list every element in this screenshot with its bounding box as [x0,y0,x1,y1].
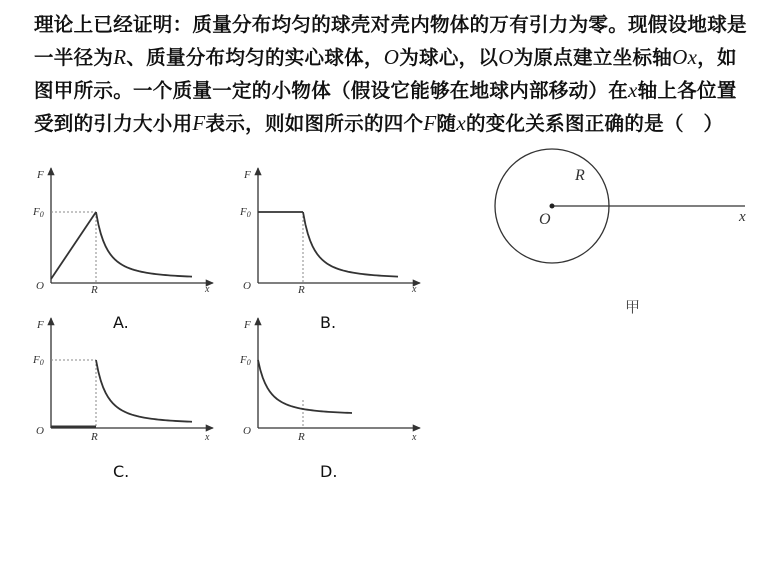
option-b-label[interactable]: B. [320,313,337,332]
graph-a-x-label: x [205,284,210,295]
graph-c-r-label: R [91,431,98,443]
graph-a-r-label: R [91,284,98,296]
question-text-segment: 的变化关系图正确的是（ ） [465,112,724,135]
graph-a [32,168,213,296]
math-variable: F [192,111,206,135]
graph-c-f0-label: F0 [33,354,44,367]
graph-b-decay-curve [303,212,398,277]
math-variable: O [498,45,514,69]
graph-b-origin-label: O [243,280,251,292]
math-variable: F [423,111,437,135]
graph-d-y-label: F [244,319,251,331]
graph-a-f0-label: F0 [33,206,44,219]
figure-jia-center-label: O [539,211,551,228]
figure-jia-radius-label: R [575,167,585,184]
math-variable: x [456,111,466,135]
graph-a-y-label: F [37,169,44,181]
graph-d-x-label: x [412,432,417,443]
graph-d-origin-label: O [243,425,251,437]
figure-jia [495,149,746,263]
graph-b-y-label: F [244,169,251,181]
question-text-segment: 为球心，以 [399,46,499,69]
question-text-segment: 随 [436,112,457,135]
graph-d-decay-curve [258,360,352,413]
question-text-segment: ，如图甲所示。一个质量一定的小物体（假设它能够在地球内部移动）在 [34,46,737,102]
figure-jia-caption: 甲 [625,298,641,316]
question-text-segment: 、质量分布均匀的实心球体， [126,46,384,69]
graph-b [239,168,420,296]
option-a-label[interactable]: A. [113,313,129,332]
question-text-segment: 表示，则如图所示的四个 [205,112,424,135]
graph-b-x-label: x [412,284,417,295]
graph-c [32,318,213,443]
figure-jia-x-label: x [739,209,746,225]
math-variable: R [113,45,127,69]
graph-c-origin-label: O [36,425,44,437]
graph-a-origin-label: O [36,280,44,292]
math-variable: x [628,78,638,102]
graph-b-r-label: R [298,284,305,296]
option-c-label[interactable]: C. [113,462,130,481]
graph-d-r-label: R [298,431,305,443]
math-variable: O [383,45,400,69]
question-text-segment: 为原点建立坐标轴 [513,46,673,69]
graph-a-decay-curve [96,212,192,277]
graph-d [239,318,420,443]
graph-b-f0-label: F0 [240,206,251,219]
graph-c-x-label: x [205,432,210,443]
option-d-label[interactable]: D. [320,462,338,481]
question-text-segment: 轴上各位置受到的引力大小用 [34,79,737,135]
graph-d-f0-label: F0 [240,354,251,367]
earth-center-dot [550,204,555,209]
graph-a-linear-segment [51,212,96,279]
question-text-segment: 理论上已经证明：质量分布均匀的球壳对壳内物体的万有引力为零。现假设地球是一半径为 [34,13,747,69]
graph-c-y-label: F [37,319,44,331]
math-variable: Ox [672,45,698,69]
graph-c-decay-curve [96,360,192,422]
